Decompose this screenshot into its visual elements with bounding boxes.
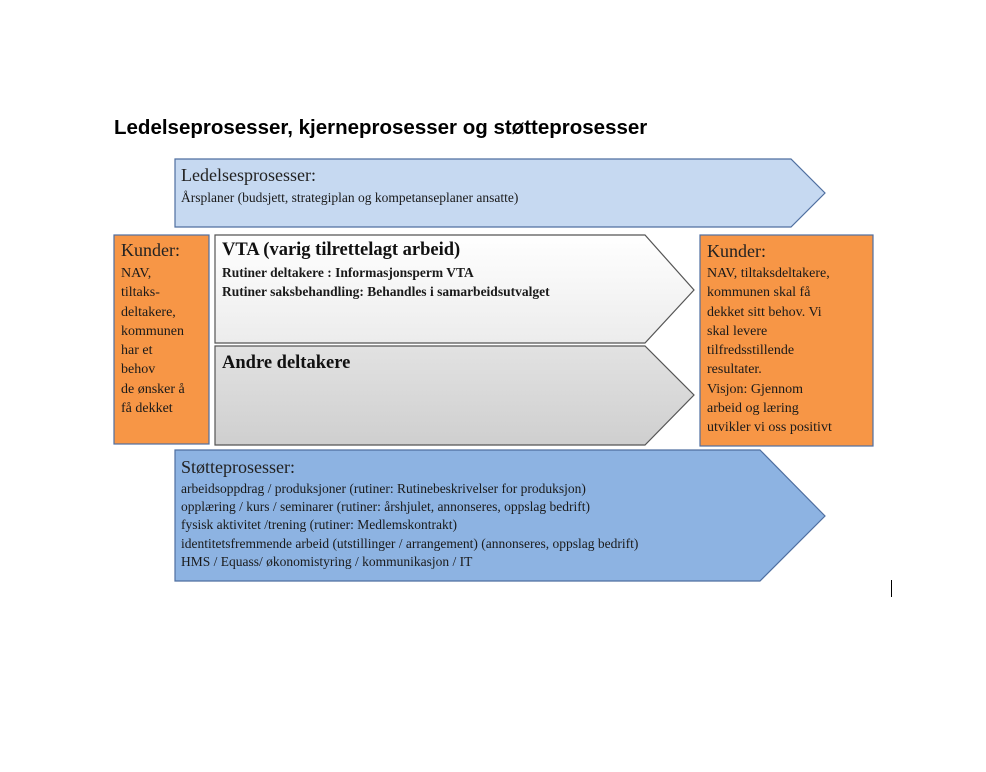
customers-right-line: Visjon: Gjennom	[707, 381, 803, 397]
vta-routine-participants: Rutiner deltakere : Informasjonsperm VTA	[222, 265, 474, 280]
customers-right-line: tilfredsstillende	[707, 343, 795, 359]
support-line: opplæring / kurs / seminarer (rutiner: årshjulet, annonseres, oppslag bedrift)	[181, 499, 591, 515]
customers-left-line: deltakere,	[121, 304, 176, 320]
vta-routine-casework: Rutiner saksbehandling: Behandles i samarbeidsutvalget	[222, 284, 550, 299]
customers-left-text	[121, 264, 185, 418]
support-line: arbeidsoppdrag / produksjoner (rutiner: Rutinebeskrivelser for produksjon)	[181, 481, 586, 496]
customers-right-heading: Kunder:	[707, 241, 766, 261]
customers-right-text	[707, 264, 832, 438]
text-cursor	[891, 580, 892, 597]
customers-left-line: NAV,	[121, 266, 152, 281]
vta-heading: VTA (varig tilrettelagt arbeid)	[222, 240, 461, 260]
customers-right-line: resultater.	[707, 362, 762, 378]
management-heading: Ledelsesprosesser:	[181, 165, 316, 185]
customers-left-heading: Kunder:	[121, 240, 180, 260]
support-heading: Støtteprosesser:	[181, 457, 295, 477]
customers-left-line: behov	[121, 362, 156, 378]
customers-right-line: dekket sitt behov. Vi	[707, 304, 822, 320]
customers-right-line: arbeid og læring	[707, 401, 799, 417]
customers-left-line: kommunen	[121, 323, 184, 339]
customers-left-line: tiltaks-	[121, 285, 160, 301]
support-text	[181, 480, 638, 571]
support-line: fysisk aktivitet /trening (rutiner: Medlemskontrakt)	[181, 517, 457, 533]
customers-right-line: NAV, tiltaksdeltakere,	[707, 266, 830, 281]
customers-right-line: utvikler vi oss positivt	[707, 420, 832, 436]
other-heading: Andre deltakere	[222, 353, 351, 373]
customers-right-line: skal levere	[707, 323, 768, 339]
customers-right-line: kommunen skal få	[707, 285, 811, 301]
management-text: Årsplaner (budsjett, strategiplan og kompetanseplaner ansatte)	[181, 190, 519, 205]
support-line: identitetsfremmende arbeid (utstillinger / arrangement) (annonseres, oppslag bedrift)	[181, 535, 639, 551]
customers-left-line: de ønsker å	[121, 381, 185, 397]
customers-left-line: få dekket	[121, 401, 173, 417]
support-line: HMS / Equass/ økonomistyring / kommunikasjon / IT	[181, 553, 473, 569]
customers-left-line: har et	[121, 343, 153, 359]
diagram-title: Ledelseprosesser, kjerneprosesser og støtteprosesser	[114, 116, 648, 139]
